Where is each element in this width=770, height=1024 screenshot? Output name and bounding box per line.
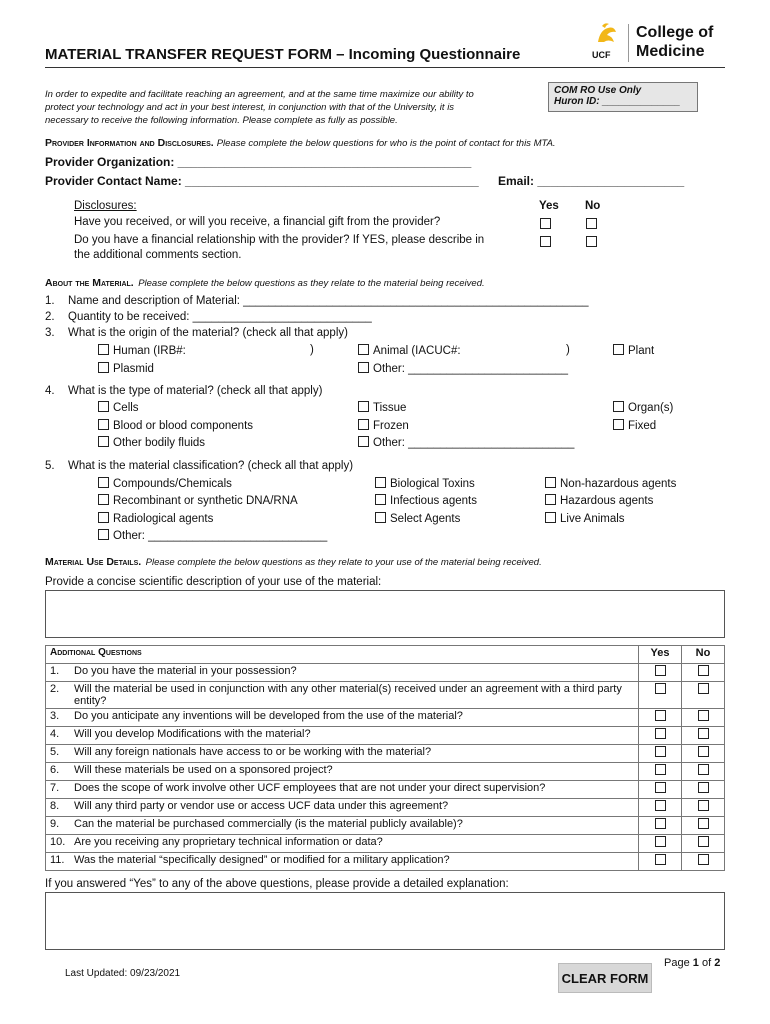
additional-questions-header-row [46,646,725,664]
material-heading: About the Material. [45,277,134,289]
pegasus-icon [594,22,620,48]
provider-org-field[interactable]: Provider Organization: ____________________________________________ [45,155,472,169]
ucf-logo [590,22,730,66]
origin-animal-option[interactable]: Animal (IACUC#: [358,344,461,357]
header-rule [45,67,725,68]
type-question: What is the type of material? (check all that apply) [68,385,323,397]
question-number: 9. [46,817,71,835]
question-no-checkbox[interactable] [698,854,709,865]
origin-animal-close: ) [566,344,570,356]
question-no-checkbox[interactable] [698,710,709,721]
type-fixed-option[interactable]: Fixed [613,419,656,432]
question-yes-cell [639,763,682,781]
question-yes-checkbox[interactable] [655,800,666,811]
question-yes-cell [639,682,682,709]
question-yes-checkbox[interactable] [655,818,666,829]
material-instruction: Please complete the below questions as they relate to the material being received. [138,278,485,289]
additional-question-row [46,781,725,799]
question-text: Can the material be purchased commercially (is the material publicly available)? [70,817,639,835]
class-dna-option[interactable]: Recombinant or synthetic DNA/RNA [98,494,298,507]
intro-line-1: In order to expedite and facilitate reaching an agreement, and at the same time maximize our ability to [45,89,474,100]
class-compounds-option[interactable]: Compounds/Chemicals [98,477,232,490]
question-no-checkbox[interactable] [698,818,709,829]
question-yes-cell [639,799,682,817]
origin-human-close: ) [310,344,314,356]
disclosure-q1-no-checkbox[interactable] [586,218,597,229]
intro-line-3: necessary to receive the following information. Please complete as fully as possible. [45,115,398,126]
additional-question-row [46,835,725,853]
additional-question-row [46,763,725,781]
disclosures-no-header: No [585,200,601,212]
question-yes-cell [639,664,682,682]
classification-question: What is the material classification? (check all that apply) [68,460,354,472]
page-number: Page 1 of 2 [664,957,721,969]
material-quantity-field[interactable]: Quantity to be received: ____________________________ [68,311,372,323]
question-number: 1. [46,664,71,682]
use-details-heading: Material Use Details. [45,556,142,568]
disclosure-q2-no-checkbox[interactable] [586,236,597,247]
question-number: 10. [46,835,71,853]
last-updated-label: Last Updated: 09/23/2021 [65,968,181,979]
question-yes-cell [639,727,682,745]
origin-other-option[interactable]: Other: _________________________ [358,362,568,375]
use-only-title: COM RO Use Only [554,85,642,96]
additional-question-row [46,853,725,871]
origin-plant-option[interactable]: Plant [613,344,654,357]
question-number: 4. [46,727,71,745]
origin-human-option[interactable]: Human (IRB#: [98,344,186,357]
explanation-prompt: If you answered “Yes” to any of the above questions, please provide a detailed explanation: [45,878,509,890]
type-organs-option[interactable]: Organ(s) [613,401,673,414]
question-yes-cell [639,835,682,853]
question-text: Are you receiving any proprietary technical information or data? [70,835,639,853]
question-yes-checkbox[interactable] [655,764,666,775]
question-no-cell [682,664,725,682]
additional-question-row [46,799,725,817]
huron-id-label: Huron ID: ______________ [554,96,681,107]
provider-heading-row [45,137,556,149]
provider-contact-field[interactable]: Provider Contact Name: ____________________________________________ [45,174,479,188]
question-yes-checkbox[interactable] [655,854,666,865]
question-yes-cell [639,853,682,871]
question-text: Do you anticipate any inventions will be developed from the use of the material? [70,709,639,727]
additional-question-row [46,727,725,745]
question-no-checkbox[interactable] [698,728,709,739]
use-description-textarea[interactable] [45,590,725,638]
additional-questions-table [45,645,725,871]
question-no-checkbox[interactable] [698,836,709,847]
question-no-cell [682,781,725,799]
provider-instruction: Please complete the below questions for who is the point of contact for this MTA. [216,138,556,149]
additional-yes-header: Yes [639,646,682,664]
use-only-box [548,82,698,112]
class-select-option[interactable]: Select Agents [375,512,460,525]
question-number: 8. [46,799,71,817]
question-no-cell [682,817,725,835]
use-details-instruction: Please complete the below questions as they relate to your use of the material being received. [145,557,542,568]
origin-plasmid-option[interactable]: Plasmid [98,362,154,375]
material-heading-row [45,273,485,291]
type-cells-option[interactable]: Cells [98,401,139,414]
college-name-line2: Medicine [636,43,705,60]
question-no-cell [682,763,725,781]
additional-questions-heading: Additional Questions [46,646,639,664]
question-yes-checkbox[interactable] [655,665,666,676]
question-yes-checkbox[interactable] [655,782,666,793]
disclosures-title: Disclosures: [74,200,137,212]
question-no-checkbox[interactable] [698,764,709,775]
form-title: MATERIAL TRANSFER REQUEST FORM – Incoming Questionnaire [45,46,521,63]
question-yes-cell [639,781,682,799]
question-yes-checkbox[interactable] [655,710,666,721]
question-number: 3. [46,709,71,727]
ucf-wordmark: UCF [592,50,611,60]
type-frozen-option[interactable]: Frozen [358,419,409,432]
additional-question-row [46,817,725,835]
question-text: Do you have the material in your possession? [70,664,639,682]
disclosure-q1: Have you received, or will you receive, a financial gift from the provider? [74,216,441,228]
question-no-checkbox[interactable] [698,665,709,676]
question-number: 6. [46,763,71,781]
disclosures-yes-header: Yes [539,200,559,212]
question-yes-checkbox[interactable] [655,683,666,694]
class-nonhazardous-option[interactable]: Non-hazardous agents [545,477,676,490]
class-toxins-option[interactable]: Biological Toxins [375,477,475,490]
use-details-heading-row [45,552,542,570]
question-no-cell [682,835,725,853]
type-other-option[interactable]: Other: __________________________ [358,436,574,449]
intro-line-2: protect your technology and act in your best interest, in conjunction with that of the University, it is [45,102,455,113]
type-blood-option[interactable]: Blood or blood components [98,419,253,432]
class-infectious-option[interactable]: Infectious agents [375,494,477,507]
disclosure-q1-yes-checkbox[interactable] [540,218,551,229]
disclosure-q2-line1: Do you have a financial relationship with the provider? If YES, please describe in [74,234,485,246]
clear-form-button[interactable]: CLEAR FORM [558,963,652,993]
question-number: 7. [46,781,71,799]
question-no-cell [682,682,725,709]
question-yes-cell [639,817,682,835]
question-number: 11. [46,853,71,871]
disclosure-q2-line2: the additional comments section. [74,249,242,261]
question-no-cell [682,853,725,871]
question-yes-checkbox[interactable] [655,728,666,739]
additional-no-header: No [682,646,725,664]
question-no-checkbox[interactable] [698,782,709,793]
question-text: Was the material “specifically designed” or modified for a military application? [70,853,639,871]
college-name-line1: College of [636,24,714,41]
question-yes-checkbox[interactable] [655,836,666,847]
question-text: Will any foreign nationals have access to or be working with the material? [70,745,639,763]
use-description-prompt: Provide a concise scientific description of your use of the material: [45,576,382,588]
origin-question: What is the origin of the material? (check all that apply) [68,327,348,339]
material-name-field[interactable]: Name and description of Material: ______________________________________________________ [68,295,589,307]
question-text: Does the scope of work involve other UCF employees that are not under your direct supervision? [70,781,639,799]
question-yes-cell [639,709,682,727]
additional-question-row [46,745,725,763]
question-no-cell [682,745,725,763]
question-yes-checkbox[interactable] [655,746,666,757]
type-tissue-option[interactable]: Tissue [358,401,406,414]
question-text: Will you develop Modifications with the material? [70,727,639,745]
additional-question-row [46,682,725,709]
question-number: 5. [46,745,71,763]
class-live-animals-option[interactable]: Live Animals [545,512,625,525]
question-no-cell [682,799,725,817]
class-other-option[interactable]: Other: ____________________________ [98,529,327,542]
question-no-cell [682,727,725,745]
disclosure-q2-yes-checkbox[interactable] [540,236,551,247]
question-no-checkbox[interactable] [698,800,709,811]
additional-question-row [46,709,725,727]
class-hazardous-option[interactable]: Hazardous agents [545,494,653,507]
question-text: Will the material be used in conjunction with any other material(s) received under an agreement with a third party entity? [70,682,639,709]
question-no-cell [682,709,725,727]
additional-question-row [46,664,725,682]
explanation-textarea[interactable] [45,892,725,950]
question-no-checkbox[interactable] [698,683,709,694]
question-text: Will any third party or vendor use or access UCF data under this agreement? [70,799,639,817]
class-radiological-option[interactable]: Radiological agents [98,512,213,525]
question-number: 2. [46,682,71,709]
provider-email-field[interactable]: Email: ______________________ [498,174,685,188]
type-fluids-option[interactable]: Other bodily fluids [98,436,205,449]
provider-heading: Provider Information and Disclosures. [45,137,214,149]
question-text: Will these materials be used on a sponsored project? [70,763,639,781]
question-yes-cell [639,745,682,763]
question-no-checkbox[interactable] [698,746,709,757]
